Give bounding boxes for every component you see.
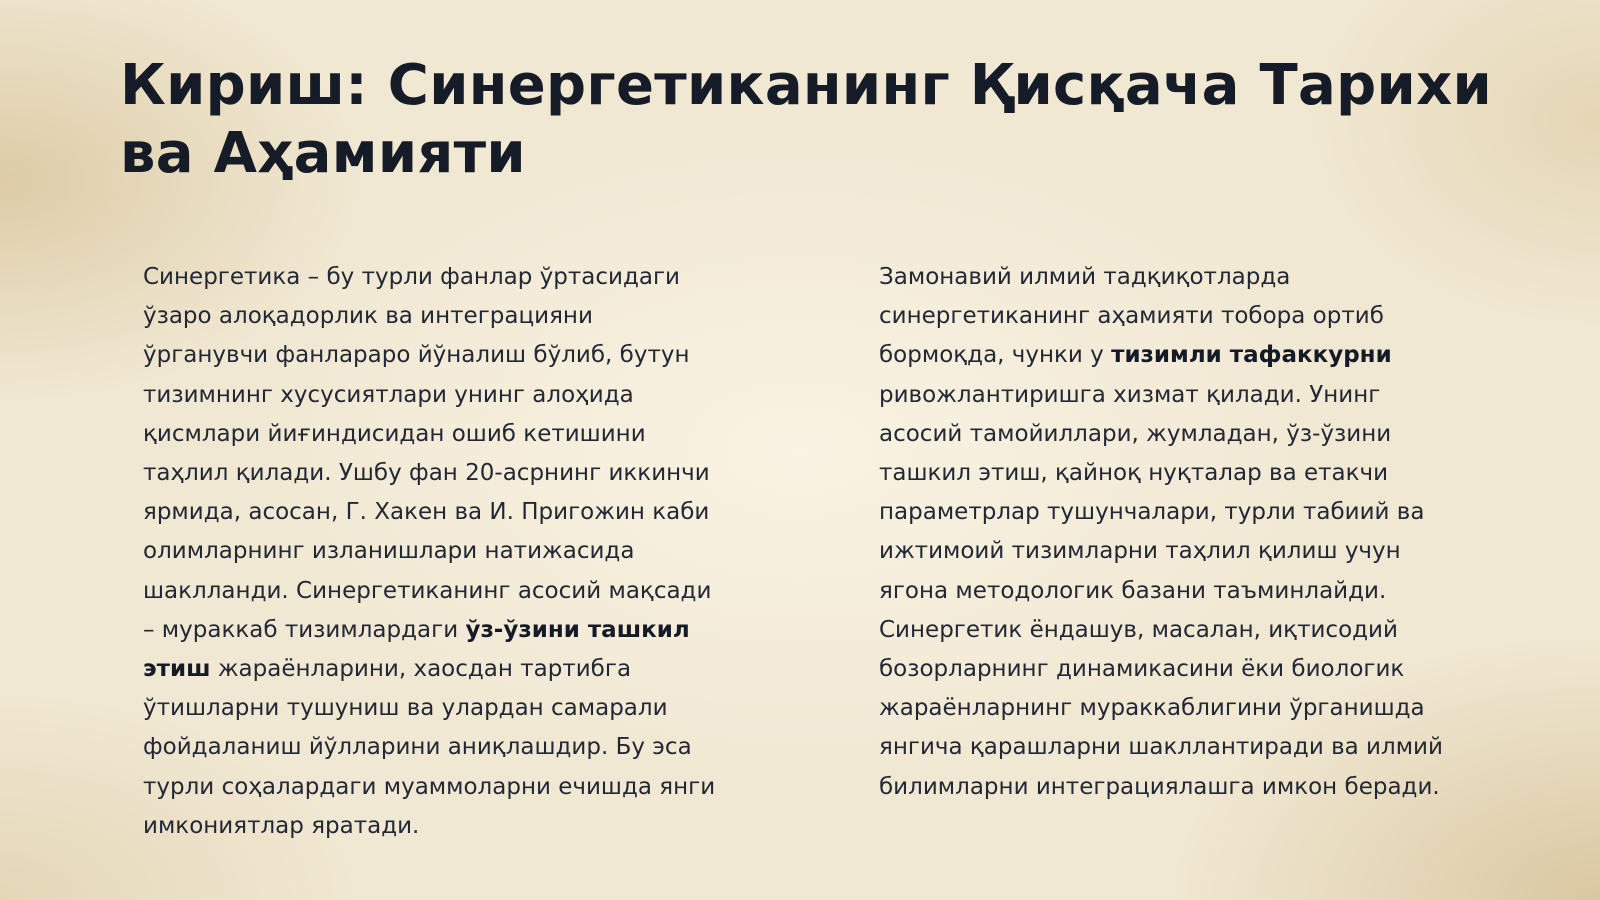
right-paragraph-emphasis: тизимли тафаккурни [1111,342,1392,369]
right-paragraph [879,258,1464,807]
right-paragraph-text-2: ривожлантиришга хизмат қилади. Унинг асосий тамойиллари, жумладан, ўз-ўзини ташкил этиш, қайноқ нуқталар ва етакчи параметрлар тушунчалари, турли табиий ва ижтимоий тизимларни таҳлил қилиш учун ягона методологик базани таъминлайди. Синергетик ёндашув, масалан, иқтисодий бозорларнинг динамикасини ёки биологик жараёнларнинг мураккаблигини ўрганишда янгича қарашларни шакллантиради ва илмий билимларни интеграциялашга имкон беради. [879,381,1443,800]
slide-title: Кириш: Синергетиканинг Қисқача Тарихи ва Аҳамияти [120,53,1493,186]
left-paragraph-text-2: жараёнларини, хаосдан тартибга ўтишларни тушуниш ва улардан самарали фойдаланиш йўлларини аниқлашдир. Бу эса турли соҳалардаги муаммоларни ечишда янги имкониятлар яратади. [143,656,716,839]
right-paragraph-text-1: Замонавий илмий тадқиқотларда синергетиканинг аҳамияти тобора ортиб бормоқда, чунки у [879,264,1384,369]
left-paragraph [143,258,723,846]
left-paragraph-emphasis: ўз-ўзини ташкил этиш [143,616,690,683]
left-paragraph-text-1: Синергетика – бу турли фанлар ўртасидаги ўзаро алоқадорлик ва интеграцияни ўрганувчи фанлараро йўналиш бўлиб, бутун тизимнинг хусусиятлари унинг алоҳида қисмлари йиғиндисидан ошиб кетишини таҳлил қилади. Ушбу фан 20-асрнинг иккинчи ярмида, асосан, Г. Хакен ва И. Пригожин каби олимларнинг изланишлари натижасида шаклланди. Синергетиканинг асосий мақсади – мураккаб тизимлардаги [143,264,712,643]
